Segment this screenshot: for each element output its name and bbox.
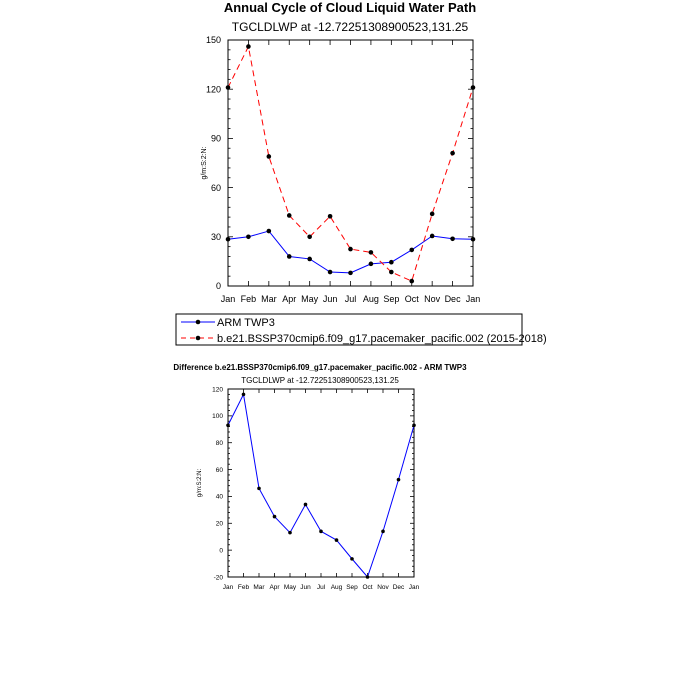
chart1-series-point-1 xyxy=(471,237,476,242)
legend-marker-series1 xyxy=(196,320,201,325)
chart2-ytick-label: 0 xyxy=(219,547,223,555)
chart2-xtick-label: Jul xyxy=(316,584,326,591)
chart1-series-point-2 xyxy=(409,279,414,284)
chart2-xtick-label: Aug xyxy=(330,584,343,591)
chart1-ytick-label: 0 xyxy=(215,281,221,292)
chart2-series-point-1 xyxy=(366,575,370,579)
chart1-series-point-2 xyxy=(471,85,476,90)
chart1-series-point-1 xyxy=(409,248,414,253)
chart1-xtick-label: Oct xyxy=(404,294,419,304)
chart2-series-point-1 xyxy=(273,515,277,519)
chart1-xtick-label: Nov xyxy=(424,294,441,304)
chart2-xtick-label: Sep xyxy=(346,584,358,591)
chart2-ytick-label: 40 xyxy=(215,493,223,501)
chart1-series-point-1 xyxy=(389,260,394,265)
chart1-series-point-2 xyxy=(287,213,292,218)
chart2-series-line-1 xyxy=(228,394,414,577)
chart1-series-point-1 xyxy=(246,235,251,240)
chart2-series-point-1 xyxy=(257,487,261,491)
chart2-ytick-label: 100 xyxy=(212,413,223,421)
chart2-series-point-1 xyxy=(350,557,354,561)
chart1-series-point-1 xyxy=(430,234,435,239)
chart2-series-point-1 xyxy=(319,530,323,534)
chart1-series-point-1 xyxy=(450,236,455,241)
chart1-xtick-label: Apr xyxy=(282,294,297,304)
chart2-series-point-1 xyxy=(304,503,308,507)
chart1-series-point-1 xyxy=(328,270,333,275)
chart1-series-point-2 xyxy=(348,247,353,252)
chart2-ytick-label: 20 xyxy=(215,520,223,528)
chart2-title: Difference b.e21.BSSP370cmip6.f09_g17.pacemaker_pacific.002 - ARM TWP3 xyxy=(173,363,467,372)
chart1-ytick-label: 60 xyxy=(210,182,221,193)
chart1-series-point-1 xyxy=(307,257,312,262)
chart1-title: Annual Cycle of Cloud Liquid Water Path xyxy=(223,0,477,15)
chart2-series-point-1 xyxy=(226,423,230,427)
chart2-series-point-1 xyxy=(242,393,246,397)
chart1-series-line-1 xyxy=(228,231,473,273)
chart2-series-point-1 xyxy=(288,531,292,535)
chart2-series-point-1 xyxy=(412,423,416,427)
chart1-series-point-1 xyxy=(369,262,374,267)
chart1-xtick-label: Jan xyxy=(220,294,236,304)
chart2-frame xyxy=(228,389,414,577)
chart2-xtick-label: Feb xyxy=(237,584,250,591)
chart2-xtick-label: May xyxy=(283,584,297,591)
chart1-legend xyxy=(176,314,547,345)
chart2-xtick-label: Dec xyxy=(392,584,405,591)
chart1-xtick-label: Aug xyxy=(362,294,379,304)
chart1-series-point-2 xyxy=(307,235,312,240)
chart2-xtick-label: Jun xyxy=(300,584,311,591)
legend-label-series1: ARM TWP3 xyxy=(217,317,275,329)
chart1-series-point-2 xyxy=(246,44,251,49)
chart2-series-point-1 xyxy=(335,538,339,542)
chart1-ytick-label: 90 xyxy=(210,133,221,144)
chart1-ytick-label: 120 xyxy=(205,84,221,95)
chart2-xtick-label: Jan xyxy=(408,584,420,591)
chart1-xtick-label: Feb xyxy=(240,294,257,304)
chart2-ytick-label: 80 xyxy=(215,439,223,447)
chart1-xtick-label: Jun xyxy=(322,294,338,304)
chart2-xtick-label: Mar xyxy=(253,584,265,591)
legend-marker-series2 xyxy=(196,336,201,341)
chart1-xtick-label: May xyxy=(301,294,319,304)
chart2-xtick-label: Oct xyxy=(362,584,373,591)
chart1-series-point-2 xyxy=(369,250,374,255)
chart2-series-point-1 xyxy=(397,478,401,482)
chart2-ylabel: g/m:S:2:N: xyxy=(197,468,203,498)
chart2-plot xyxy=(212,386,419,591)
chart1-xtick-label: Jan xyxy=(465,294,481,304)
chart1-series-point-2 xyxy=(389,270,394,275)
chart2-ytick-label: -20 xyxy=(213,574,223,582)
chart2-xtick-label: Nov xyxy=(377,584,389,591)
chart1-ytick-label: 150 xyxy=(205,35,221,46)
chart2-series-point-1 xyxy=(381,530,385,534)
chart2-subtitle: TGCLDLWP at -12.72251308900523,131.25 xyxy=(241,376,399,385)
chart2-xtick-label: Apr xyxy=(269,584,280,591)
chart1-ytick-label: 30 xyxy=(210,231,221,242)
chart1-series-point-2 xyxy=(267,154,272,159)
chart1-series-point-1 xyxy=(267,229,272,234)
chart1-series-point-2 xyxy=(226,85,231,90)
chart1-series-point-1 xyxy=(287,254,292,259)
chart1-plot xyxy=(206,35,480,304)
chart2-ytick-label: 60 xyxy=(215,466,223,474)
chart1-series-point-1 xyxy=(348,271,353,276)
chart2-xtick-label: Jan xyxy=(222,584,234,591)
chart1-xtick-label: Jul xyxy=(344,294,357,304)
chart1-ylabel: g/m:S:2:N: xyxy=(201,146,208,180)
chart1-xtick-label: Sep xyxy=(383,294,400,304)
chart1-xtick-label: Mar xyxy=(261,294,277,304)
chart1-series-point-2 xyxy=(328,214,333,219)
chart1-subtitle: TGCLDLWP at -12.72251308900523,131.25 xyxy=(231,20,469,34)
legend-label-series2: b.e21.BSSP370cmip6.f09_g17.pacemaker_pacific.002 (2015-2018) xyxy=(217,333,547,345)
chart1-series-point-2 xyxy=(450,151,455,156)
chart1-series-line-2 xyxy=(228,47,473,282)
chart1-series-point-2 xyxy=(430,212,435,217)
chart1-xtick-label: Dec xyxy=(444,294,461,304)
chart1-series-point-1 xyxy=(226,237,231,242)
chart2-ytick-label: 120 xyxy=(212,386,223,394)
